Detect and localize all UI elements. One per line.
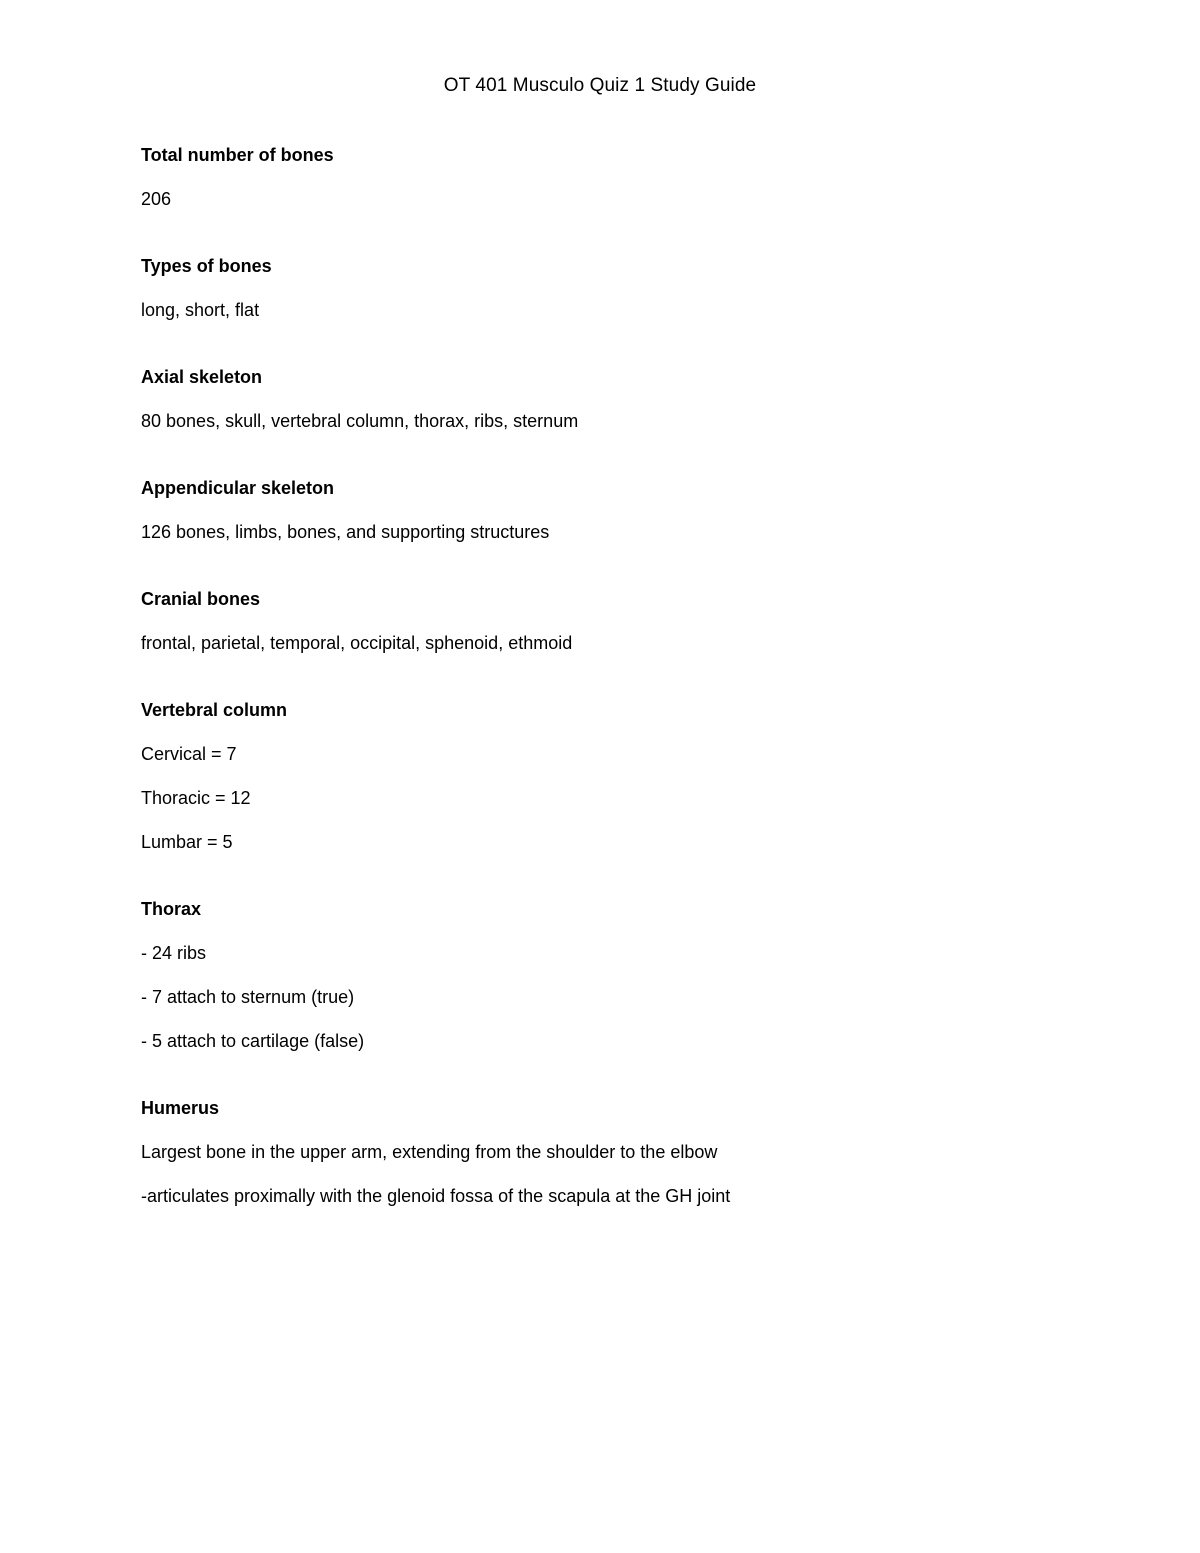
section-text: Lumbar = 5	[141, 832, 233, 852]
section-text: 126 bones, limbs, bones, and supporting structures	[141, 522, 550, 542]
section-heading: Humerus	[141, 1098, 220, 1118]
section-text: 206	[141, 189, 172, 209]
document-title: OT 401 Musculo Quiz 1 Study Guide	[443, 75, 757, 96]
section-text: -articulates proximally with the glenoid fossa of the scapula at the GH joint	[141, 1186, 731, 1206]
section-text: - 24 ribs	[141, 943, 207, 963]
section-vertebral-column	[141, 698, 1101, 854]
section-total-number-of-bones	[141, 143, 1101, 211]
section-thorax	[141, 897, 1101, 1053]
section-appendicular-skeleton	[141, 476, 1101, 544]
section-heading: Cranial bones	[141, 589, 261, 609]
section-text: 80 bones, skull, vertebral column, thorax, ribs, sternum	[141, 411, 579, 431]
section-text: - 7 attach to sternum (true)	[141, 987, 355, 1007]
section-cranial-bones	[141, 587, 1101, 655]
section-text: long, short, flat	[141, 300, 260, 320]
section-text: Cervical = 7	[141, 744, 237, 764]
section-text: - 5 attach to cartilage (false)	[141, 1031, 365, 1051]
section-text: frontal, parietal, temporal, occipital, sphenoid, ethmoid	[141, 633, 573, 653]
section-heading: Axial skeleton	[141, 367, 263, 387]
section-heading: Types of bones	[141, 256, 272, 276]
section-heading: Thorax	[141, 899, 202, 919]
section-axial-skeleton	[141, 365, 1101, 433]
section-types-of-bones	[141, 254, 1101, 322]
document-body	[141, 143, 1101, 1251]
section-heading: Vertebral column	[141, 700, 288, 720]
section-humerus	[141, 1096, 1101, 1208]
section-heading: Appendicular skeleton	[141, 478, 335, 498]
section-text: Largest bone in the upper arm, extending from the shoulder to the elbow	[141, 1142, 718, 1162]
section-text: Thoracic = 12	[141, 788, 251, 808]
section-heading: Total number of bones	[141, 145, 334, 165]
